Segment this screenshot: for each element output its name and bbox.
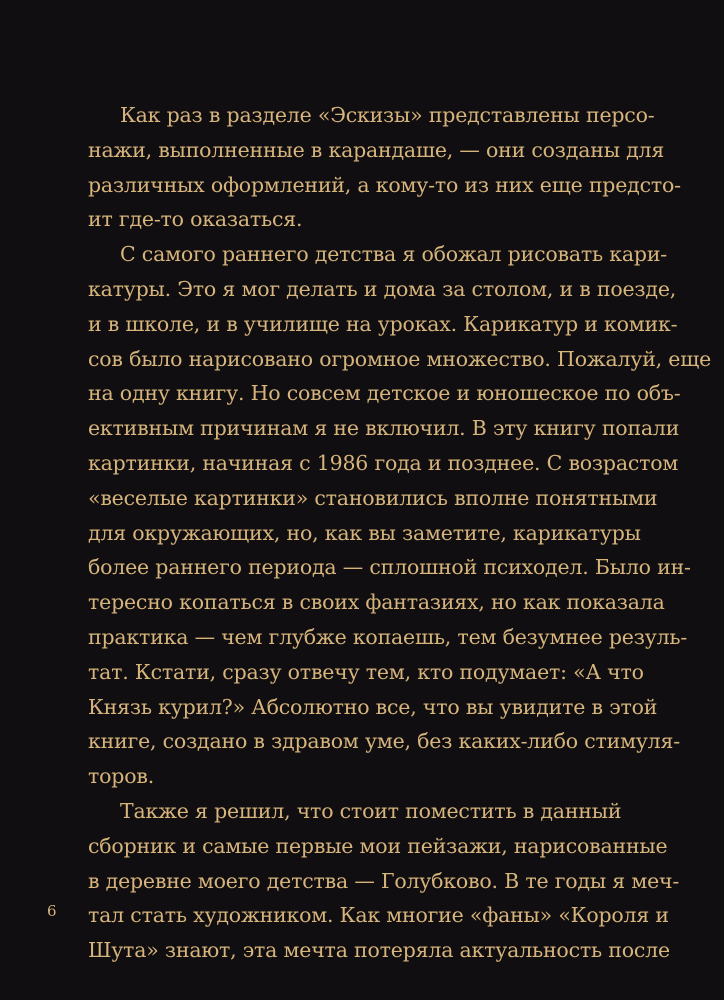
body-text	[88, 98, 712, 968]
text-line: тал стать художником. Как многие «фаны» «Короля и	[88, 903, 669, 928]
text-line: Как раз в разделе «Эскизы» представлены персо-	[120, 103, 655, 127]
paragraph-2	[88, 237, 712, 794]
text-line: различных оформлений, а кому-то из них еще предсто-	[88, 172, 681, 197]
text-line: сов было нарисовано огромное множество. Пожалуй, еще	[88, 346, 712, 371]
text-line: Князь курил?» Абсолютно все, что вы увидите в этой	[88, 694, 658, 719]
text-line: практика — чем глубже копаешь, тем безумнее резуль-	[88, 624, 688, 649]
text-line: для окружающих, но, как вы заметите, карикатуры	[88, 520, 641, 545]
text-line: тересно копаться в своих фантазиях, но как показала	[88, 590, 665, 615]
text-line: нажи, выполненные в карандаше, — они созданы для	[88, 137, 665, 162]
text-line: ит где-то оказаться.	[88, 207, 303, 232]
paragraph-1	[88, 98, 681, 237]
text-line: на одну книгу. Но совсем детское и юношеское по объ-	[88, 381, 681, 406]
text-line: в деревне моего детства — Голубково. В те годы я меч-	[88, 868, 680, 893]
text-line: торов.	[88, 764, 155, 789]
text-line: Также я решил, что стоит поместить в данный	[120, 798, 622, 823]
text-line: и в школе, и в училище на уроках. Карикатур и комик-	[88, 311, 678, 336]
text-line: ективным причинам я не включил. В эту книгу попали	[88, 416, 680, 441]
text-line: С самого раннего детства я обожал рисовать кари-	[120, 242, 668, 267]
paragraph-3	[88, 794, 680, 968]
page-number: 6	[47, 902, 57, 920]
text-line: катуры. Это я мог делать и дома за столом, и в поезде,	[88, 276, 677, 301]
text-line: книге, создано в здравом уме, без каких-либо стимуля-	[88, 729, 680, 754]
text-line: «веселые картинки» становились вполне понятными	[88, 485, 658, 510]
text-line: Шута» знают, эта мечта потеряла актуальность после	[88, 938, 670, 963]
text-line: сборник и самые первые мои пейзажи, нарисованные	[88, 833, 668, 858]
text-line: картинки, начиная с 1986 года и позднее. С возрастом	[88, 450, 679, 475]
text-line: более раннего периода — сплошной психодел. Было ин-	[88, 555, 691, 580]
text-line: тат. Кстати, сразу отвечу тем, кто подумает: «А что	[88, 659, 644, 684]
